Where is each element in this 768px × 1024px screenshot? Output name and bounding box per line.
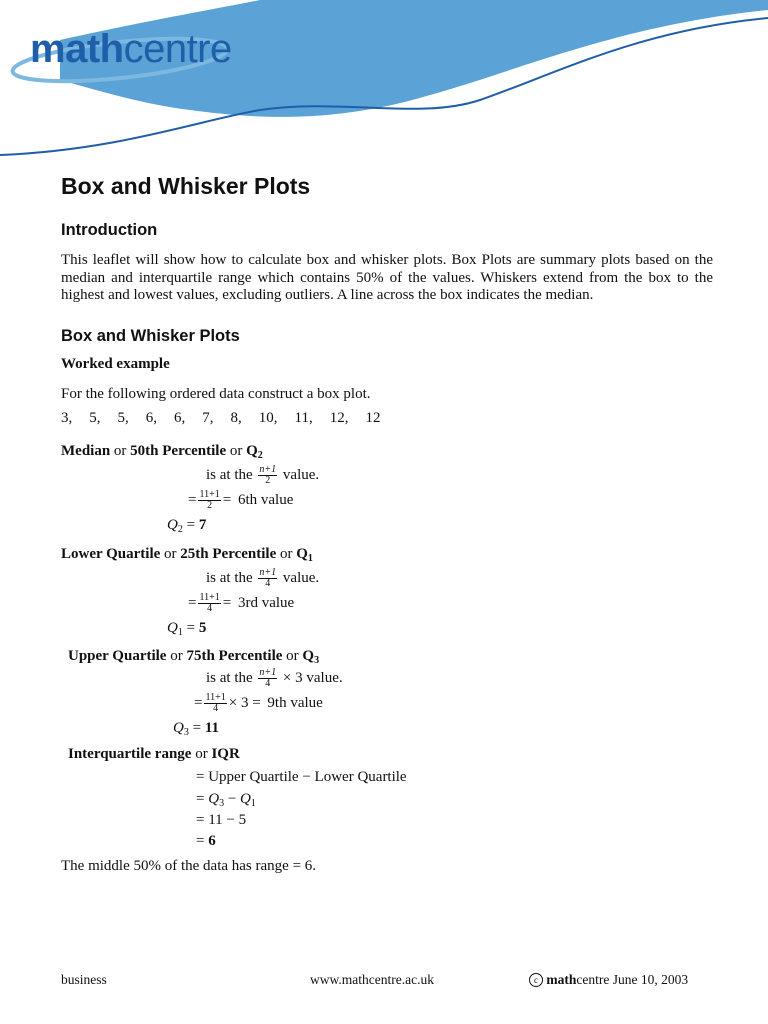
q-symbol: Q (246, 443, 258, 459)
times-value-text: × 3 value. (282, 669, 343, 686)
iqr-line-1: = Upper Quartile − Lower Quartile (196, 769, 407, 785)
intro-heading: Introduction (61, 221, 158, 239)
fraction-num: n+1 (259, 667, 277, 678)
is-at-text: is at the (206, 569, 253, 586)
median-position (206, 465, 319, 486)
fraction-den: 4 (213, 703, 219, 714)
lower-quartile-answer: $Q_1 = 5$ (167, 620, 207, 638)
iqr-line-2: = $Q_3 - Q_1$ (196, 791, 256, 809)
data-value: 11, (294, 410, 313, 426)
fraction-num: n+1 (259, 567, 277, 578)
result-text: 3rd value (237, 594, 295, 611)
percentile-label: 25th Percentile (180, 546, 277, 562)
fraction-num: 11+1 (205, 692, 226, 703)
or-text: or (110, 443, 131, 459)
or-text: or (160, 546, 181, 562)
conclusion-text: The middle 50% of the data has range = 6. (61, 858, 317, 874)
data-value: 3, (61, 410, 73, 426)
data-value: 10, (258, 410, 278, 426)
instruction-text: For the following ordered data construct a box plot. (61, 386, 371, 402)
median-answer: $Q_2 = 7$ (167, 517, 207, 535)
data-value: 6, (145, 410, 157, 426)
lower-quartile-position (206, 568, 319, 589)
fraction (258, 668, 277, 689)
q-subscript: 2 (257, 450, 263, 461)
or-text: or (226, 443, 247, 459)
lower-quartile-label: Lower Quartile (61, 546, 161, 562)
fraction (198, 490, 220, 511)
or-text: or (191, 746, 212, 762)
median-calc: = $\frac{11+1}{2}$ = 6th value (188, 489, 294, 511)
is-at-text: is at the (206, 669, 253, 686)
fraction-num: 11+1 (199, 592, 220, 603)
is-at-text: is at the (206, 466, 253, 483)
fraction-den: 4 (207, 603, 213, 614)
fraction (258, 465, 277, 486)
fraction-den: 2 (207, 500, 213, 511)
upper-quartile-label: Upper Quartile (68, 648, 167, 664)
upper-quartile-position (206, 668, 343, 689)
q-subscript: 1 (307, 553, 313, 564)
fraction (204, 693, 226, 714)
value-word: value. (282, 569, 320, 586)
page-title: Box and Whisker Plots (61, 173, 311, 199)
section-heading: Box and Whisker Plots (61, 327, 240, 345)
fraction-num: n+1 (259, 464, 277, 475)
data-value: 5, (117, 410, 129, 426)
logo-math: math (30, 27, 124, 71)
value-word: value. (282, 466, 320, 483)
lower-quartile-calc: = $\frac{11+1}{4}$ = 3rd value (188, 592, 295, 614)
fraction (258, 568, 277, 589)
or-text: or (166, 648, 187, 664)
lower-quartile-value: 5 (198, 620, 207, 636)
data-value: 5, (89, 410, 101, 426)
lower-quartile-heading (61, 546, 313, 568)
data-value: 6, (174, 410, 186, 426)
intro-text: This leaflet will show how to calculate box and whisker plots. Box Plots are summary plots based on the median and interquartile range which contains 50% of the values. Whiskers extend from the box to the highest and lowest values, excluding outliers. A line across the box indicates the median. (61, 252, 713, 303)
q-symbol: Q (296, 546, 308, 562)
footer-copyright (529, 972, 688, 988)
result-text: 6th value (237, 491, 294, 508)
q-symbol: Q (302, 648, 315, 664)
footer-brand-rest: centre June 10, 2003 (576, 972, 689, 987)
iqr-line-4: = 6 (196, 833, 216, 849)
data-value: 12 (365, 410, 381, 426)
percentile-label: 75th Percentile (186, 648, 283, 664)
copyright-icon: c (529, 973, 543, 987)
percentile-label: 50th Percentile (130, 443, 227, 459)
median-value: 7 (198, 517, 207, 533)
data-value: 7, (202, 410, 214, 426)
median-heading (61, 443, 263, 465)
logo-centre: centre (123, 27, 232, 71)
fraction-den: 2 (265, 475, 271, 486)
iqr-heading (68, 746, 240, 764)
fraction-num: 11+1 (199, 489, 220, 500)
worked-example-heading: Worked example (61, 356, 170, 372)
upper-quartile-calc: = $\frac{11+1}{4}$ × 3 = 9th value (194, 692, 323, 714)
upper-quartile-heading (68, 648, 319, 670)
q-subscript: 3 (314, 655, 320, 666)
times-text: × 3 = (228, 694, 261, 711)
iqr-value: 6 (208, 833, 216, 849)
or-text: or (276, 546, 297, 562)
data-values (61, 410, 397, 428)
result-text: 9th value (267, 694, 323, 711)
or-text: or (282, 648, 303, 664)
data-value: 12, (329, 410, 349, 426)
footer-url: www.mathcentre.ac.uk (310, 972, 434, 987)
fraction (198, 593, 220, 614)
upper-quartile-answer: $Q_3 = 11$ (173, 720, 219, 738)
median-label: Median (61, 443, 111, 459)
data-value: 8, (230, 410, 242, 426)
iqr-abbrev: IQR (211, 746, 240, 762)
fraction-den: 4 (265, 678, 271, 689)
iqr-line-3: = 11 − 5 (196, 812, 247, 828)
fraction-den: 4 (265, 578, 271, 589)
footer-brand-bold: math (546, 972, 577, 987)
logo (30, 26, 232, 72)
upper-quartile-value: 11 (204, 720, 219, 736)
iqr-label: Interquartile range (68, 746, 192, 762)
header-banner (0, 0, 768, 165)
footer-left: business (61, 972, 107, 987)
